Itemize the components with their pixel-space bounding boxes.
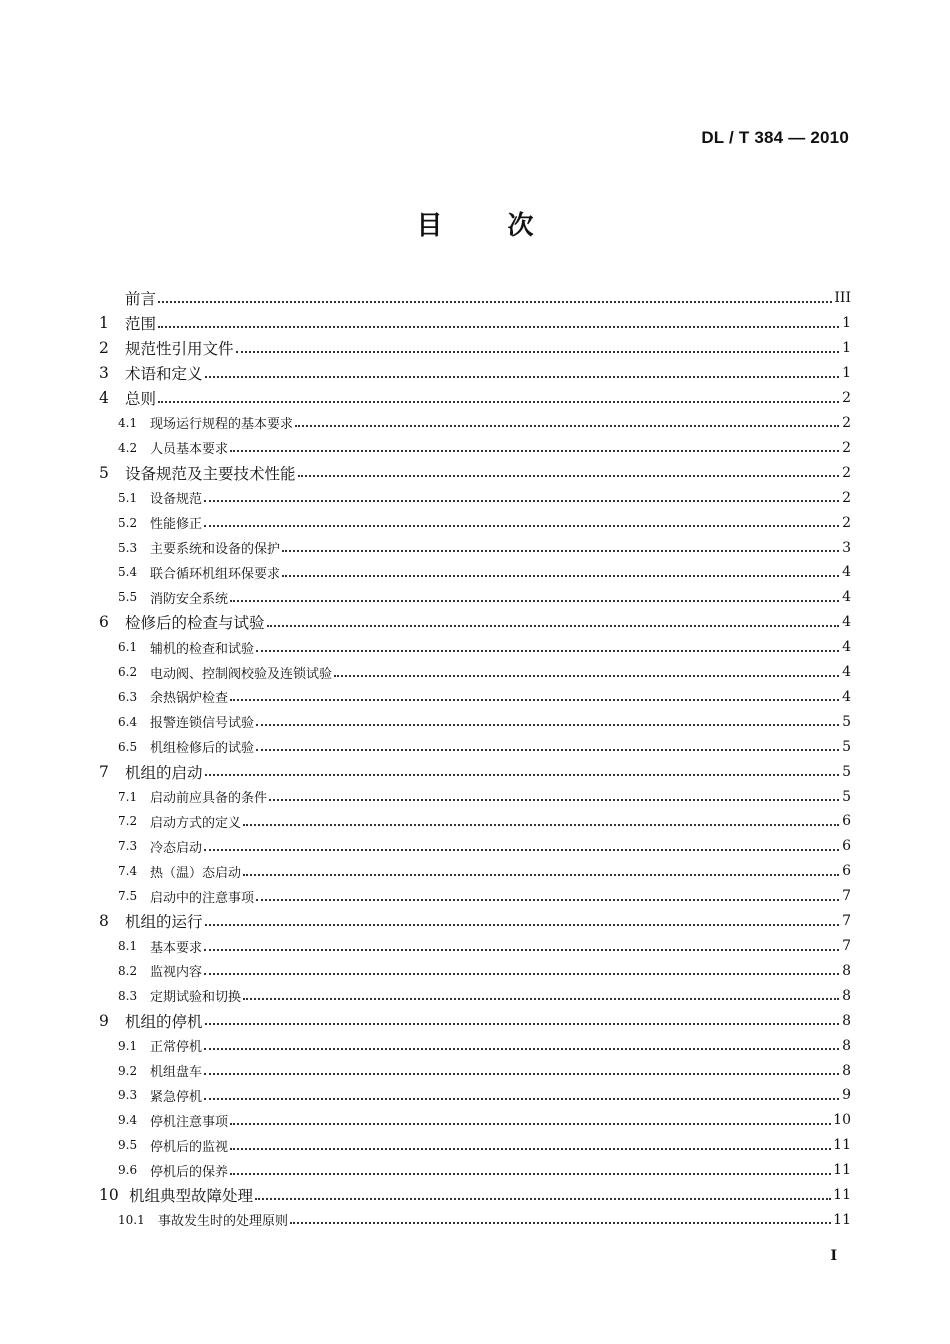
toc-entry-title: 性能修正 — [150, 517, 203, 533]
toc-entry[interactable] — [99, 635, 851, 660]
toc-entry-page: 5 — [842, 763, 851, 780]
toc-entry[interactable] — [99, 685, 851, 710]
toc-entry-title: 设备规范 — [150, 492, 203, 508]
title-char-1: 目 — [416, 211, 443, 241]
toc-entry-page: 8 — [842, 987, 851, 1004]
dot-leader — [256, 748, 839, 751]
toc-entry[interactable] — [99, 809, 851, 834]
toc-entry-title: 机组的运行 — [125, 913, 203, 932]
toc-entry-title: 规范性引用文件 — [125, 340, 234, 359]
toc-entry-number: 7 — [99, 762, 109, 781]
dot-leader — [204, 848, 839, 851]
toc-entry-title: 总则 — [125, 390, 157, 409]
toc-entry-title: 启动前应具备的条件 — [150, 791, 268, 807]
dot-leader — [230, 698, 839, 701]
toc-entry-number: 4.2 — [118, 440, 138, 455]
toc-entry-number: 9.2 — [118, 1063, 138, 1078]
toc-entry-number: 10 — [99, 1186, 119, 1205]
dot-leader — [255, 1197, 831, 1200]
toc-entry-page: 7 — [842, 888, 851, 905]
toc-entry-title: 现场运行规程的基本要求 — [150, 417, 294, 433]
toc-entry-page: 9 — [842, 1087, 851, 1104]
toc-entry-page: 6 — [842, 813, 851, 830]
toc-entry-number: 6.4 — [118, 714, 138, 729]
toc-entry[interactable] — [99, 660, 851, 685]
toc-entry[interactable] — [99, 759, 851, 784]
toc-entry-page: 11 — [833, 1137, 851, 1154]
toc-entry-number: 8 — [99, 912, 109, 931]
toc-entry-number: 5.3 — [118, 540, 138, 555]
toc-entry-title: 正常停机 — [150, 1040, 203, 1056]
toc-entry-page: 1 — [842, 365, 851, 382]
toc-entry-page: 8 — [842, 1062, 851, 1079]
toc-entry-number: 9.3 — [118, 1088, 138, 1103]
toc-entry-title: 停机后的监视 — [150, 1139, 229, 1155]
dot-leader — [282, 549, 839, 552]
toc-entry-number: 7.2 — [118, 814, 138, 829]
dot-leader — [295, 424, 839, 427]
dot-leader — [243, 873, 839, 876]
dot-leader — [158, 300, 832, 303]
toc-entry[interactable] — [99, 834, 851, 859]
toc-entry-number: 9.6 — [118, 1163, 138, 1178]
dot-leader — [230, 449, 839, 452]
toc-entry-number: 9.1 — [118, 1038, 138, 1053]
toc-entry-page: 8 — [842, 962, 851, 979]
toc-entry-page: 1 — [842, 315, 851, 332]
toc-entry-number: 8.1 — [118, 939, 138, 954]
dot-leader — [282, 574, 839, 577]
dot-leader — [256, 649, 839, 652]
toc-entry[interactable] — [99, 411, 851, 436]
toc-entry[interactable] — [99, 734, 851, 759]
toc-entry-number: 6.1 — [118, 640, 138, 655]
toc-entry-title: 冷态启动 — [150, 840, 203, 856]
toc-entry[interactable] — [99, 1008, 851, 1033]
toc-entry-number: 9.5 — [118, 1138, 138, 1153]
toc-entry[interactable] — [99, 336, 851, 361]
dot-leader — [205, 923, 839, 926]
dot-leader — [243, 823, 839, 826]
toc-entry-page: 11 — [833, 1162, 851, 1179]
toc-entry-page: 2 — [842, 514, 851, 531]
title-char-2: 次 — [507, 211, 534, 241]
toc-entry[interactable] — [99, 560, 851, 585]
toc-entry-title: 启动方式的定义 — [150, 815, 242, 831]
dot-leader — [230, 599, 839, 602]
page-number: I — [830, 1248, 837, 1264]
toc-entry-number: 5.1 — [118, 490, 138, 505]
toc-entry-page: 4 — [842, 564, 851, 581]
toc-entry[interactable] — [99, 286, 851, 311]
toc-entry-title: 停机注意事项 — [150, 1114, 229, 1130]
toc-entry[interactable] — [99, 435, 851, 460]
toc-entry-page: 3 — [842, 539, 851, 556]
toc-entry-number: 5.2 — [118, 515, 138, 530]
dot-leader — [290, 1221, 831, 1224]
toc-entry-page: III — [834, 290, 851, 307]
toc-entry-title: 主要系统和设备的保护 — [150, 542, 281, 558]
toc-entry-title: 机组的停机 — [125, 1012, 203, 1031]
toc-entry[interactable] — [99, 585, 851, 610]
toc-entry[interactable] — [99, 1183, 851, 1208]
toc-entry[interactable] — [99, 311, 851, 336]
toc-entry-number: 7.5 — [118, 889, 138, 904]
toc-entry-number: 6.5 — [118, 739, 138, 754]
page-title — [0, 205, 950, 242]
toc-entry-number: 3 — [99, 364, 109, 383]
toc-entry-title: 术语和定义 — [125, 365, 203, 384]
toc-entry-page: 7 — [842, 938, 851, 955]
toc-entry-page: 1 — [842, 340, 851, 357]
dot-leader — [205, 1022, 839, 1025]
toc-entry-page: 11 — [833, 1187, 851, 1204]
dot-leader — [256, 898, 839, 901]
toc-entry-title: 监视内容 — [150, 965, 203, 981]
toc-entry-title: 设备规范及主要技术性能 — [125, 464, 296, 483]
dot-leader — [243, 997, 839, 1000]
toc-entry-page: 8 — [842, 1012, 851, 1029]
document-code: DL / T 384 — 2010 — [701, 128, 849, 147]
toc-entry[interactable] — [99, 1083, 851, 1108]
toc-entry-number: 10.1 — [118, 1212, 145, 1227]
dot-leader — [236, 350, 839, 353]
toc-entry[interactable] — [99, 1033, 851, 1058]
table-of-contents — [99, 286, 851, 1232]
dot-leader — [158, 400, 839, 403]
toc-entry[interactable] — [99, 934, 851, 959]
toc-entry-title: 报警连锁信号试验 — [150, 716, 255, 732]
toc-entry-page: 2 — [842, 489, 851, 506]
dot-leader — [204, 1047, 839, 1050]
toc-entry-number: 2 — [99, 339, 109, 358]
toc-entry-title: 前言 — [125, 290, 157, 309]
toc-entry-title: 辅机的检查和试验 — [150, 641, 255, 657]
dot-leader — [334, 674, 839, 677]
toc-entry-page: 6 — [842, 838, 851, 855]
toc-entry-title: 检修后的检查与试验 — [125, 614, 265, 633]
toc-entry-page: 11 — [833, 1211, 851, 1228]
toc-entry-title: 人员基本要求 — [150, 442, 229, 458]
toc-entry-page: 4 — [842, 664, 851, 681]
toc-entry-number: 4.1 — [118, 415, 138, 430]
toc-entry-page: 10 — [833, 1112, 851, 1129]
toc-entry[interactable] — [99, 485, 851, 510]
toc-entry[interactable] — [99, 909, 851, 934]
toc-entry-number: 7.1 — [118, 789, 138, 804]
toc-entry-number: 7.3 — [118, 839, 138, 854]
toc-entry[interactable] — [99, 610, 851, 635]
toc-entry-page: 8 — [842, 1037, 851, 1054]
toc-entry-number: 8.3 — [118, 988, 138, 1003]
toc-entry[interactable] — [99, 361, 851, 386]
toc-entry-number: 7.4 — [118, 864, 138, 879]
dot-leader — [204, 524, 839, 527]
toc-entry-title: 启动中的注意事项 — [150, 890, 255, 906]
toc-entry-number: 5 — [99, 463, 109, 482]
toc-entry[interactable] — [99, 709, 851, 734]
toc-entry-page: 2 — [842, 464, 851, 481]
toc-entry[interactable] — [99, 983, 851, 1008]
toc-entry-page: 5 — [842, 788, 851, 805]
toc-entry[interactable] — [99, 859, 851, 884]
dot-leader — [204, 499, 839, 502]
toc-entry-title: 联合循环机组环保要求 — [150, 566, 281, 582]
toc-entry-number: 6 — [99, 613, 109, 632]
dot-leader — [204, 1072, 839, 1075]
toc-entry[interactable] — [99, 1133, 851, 1158]
toc-entry-page: 2 — [842, 414, 851, 431]
toc-entry-title: 基本要求 — [150, 940, 203, 956]
toc-entry[interactable] — [99, 1058, 851, 1083]
dot-leader — [267, 624, 839, 627]
toc-entry-page: 4 — [842, 688, 851, 705]
toc-entry[interactable] — [99, 784, 851, 809]
toc-entry-title: 消防安全系统 — [150, 591, 229, 607]
dot-leader — [205, 375, 839, 378]
toc-entry[interactable] — [99, 460, 851, 485]
dot-leader — [230, 1122, 831, 1125]
toc-entry[interactable] — [99, 1158, 851, 1183]
toc-entry[interactable] — [99, 958, 851, 983]
toc-entry[interactable] — [99, 884, 851, 909]
toc-entry-page: 2 — [842, 390, 851, 407]
toc-entry-number: 5.5 — [118, 590, 138, 605]
toc-entry-page: 5 — [842, 713, 851, 730]
toc-entry-number: 8.2 — [118, 963, 138, 978]
toc-entry[interactable] — [99, 386, 851, 411]
toc-entry-title: 停机后的保养 — [150, 1164, 229, 1180]
dot-leader — [204, 972, 839, 975]
toc-entry-page: 4 — [842, 589, 851, 606]
dot-leader — [230, 1172, 831, 1175]
toc-entry-title: 机组的启动 — [125, 763, 203, 782]
toc-entry[interactable] — [99, 535, 851, 560]
dot-leader — [269, 798, 839, 801]
dot-leader — [205, 773, 839, 776]
dot-leader — [158, 325, 839, 328]
toc-entry-page: 2 — [842, 439, 851, 456]
toc-entry-page: 4 — [842, 614, 851, 631]
toc-entry-page: 7 — [842, 913, 851, 930]
toc-entry-page: 4 — [842, 639, 851, 656]
toc-entry-number: 5.4 — [118, 565, 138, 580]
toc-entry-title: 热（温）态启动 — [150, 865, 242, 881]
toc-entry-title: 范围 — [125, 315, 157, 334]
dot-leader — [204, 1097, 839, 1100]
toc-entry-title: 电动阀、控制阀校验及连锁试验 — [150, 666, 333, 682]
toc-entry-number: 6.2 — [118, 665, 138, 680]
toc-entry-page: 6 — [842, 863, 851, 880]
toc-entry-page: 5 — [842, 738, 851, 755]
toc-entry-number: 9 — [99, 1011, 109, 1030]
toc-entry-number: 4 — [99, 389, 109, 408]
dot-leader — [256, 723, 839, 726]
toc-entry-title: 机组典型故障处理 — [129, 1187, 254, 1206]
toc-entry-title: 余热锅炉检查 — [150, 691, 229, 707]
toc-entry-title: 定期试验和切换 — [150, 990, 242, 1006]
toc-entry-number: 6.3 — [118, 689, 138, 704]
toc-entry-number: 9.4 — [118, 1113, 138, 1128]
toc-entry-title: 机组盘车 — [150, 1065, 203, 1081]
toc-entry-title: 机组检修后的试验 — [150, 741, 255, 757]
toc-entry[interactable] — [99, 1108, 851, 1133]
dot-leader — [204, 948, 839, 951]
toc-entry[interactable] — [99, 1208, 851, 1233]
toc-entry-title: 事故发生时的处理原则 — [158, 1214, 289, 1230]
toc-entry-title: 紧急停机 — [150, 1089, 203, 1105]
toc-entry-number: 1 — [99, 314, 109, 333]
dot-leader — [230, 1147, 831, 1150]
toc-entry[interactable] — [99, 510, 851, 535]
dot-leader — [298, 474, 839, 477]
